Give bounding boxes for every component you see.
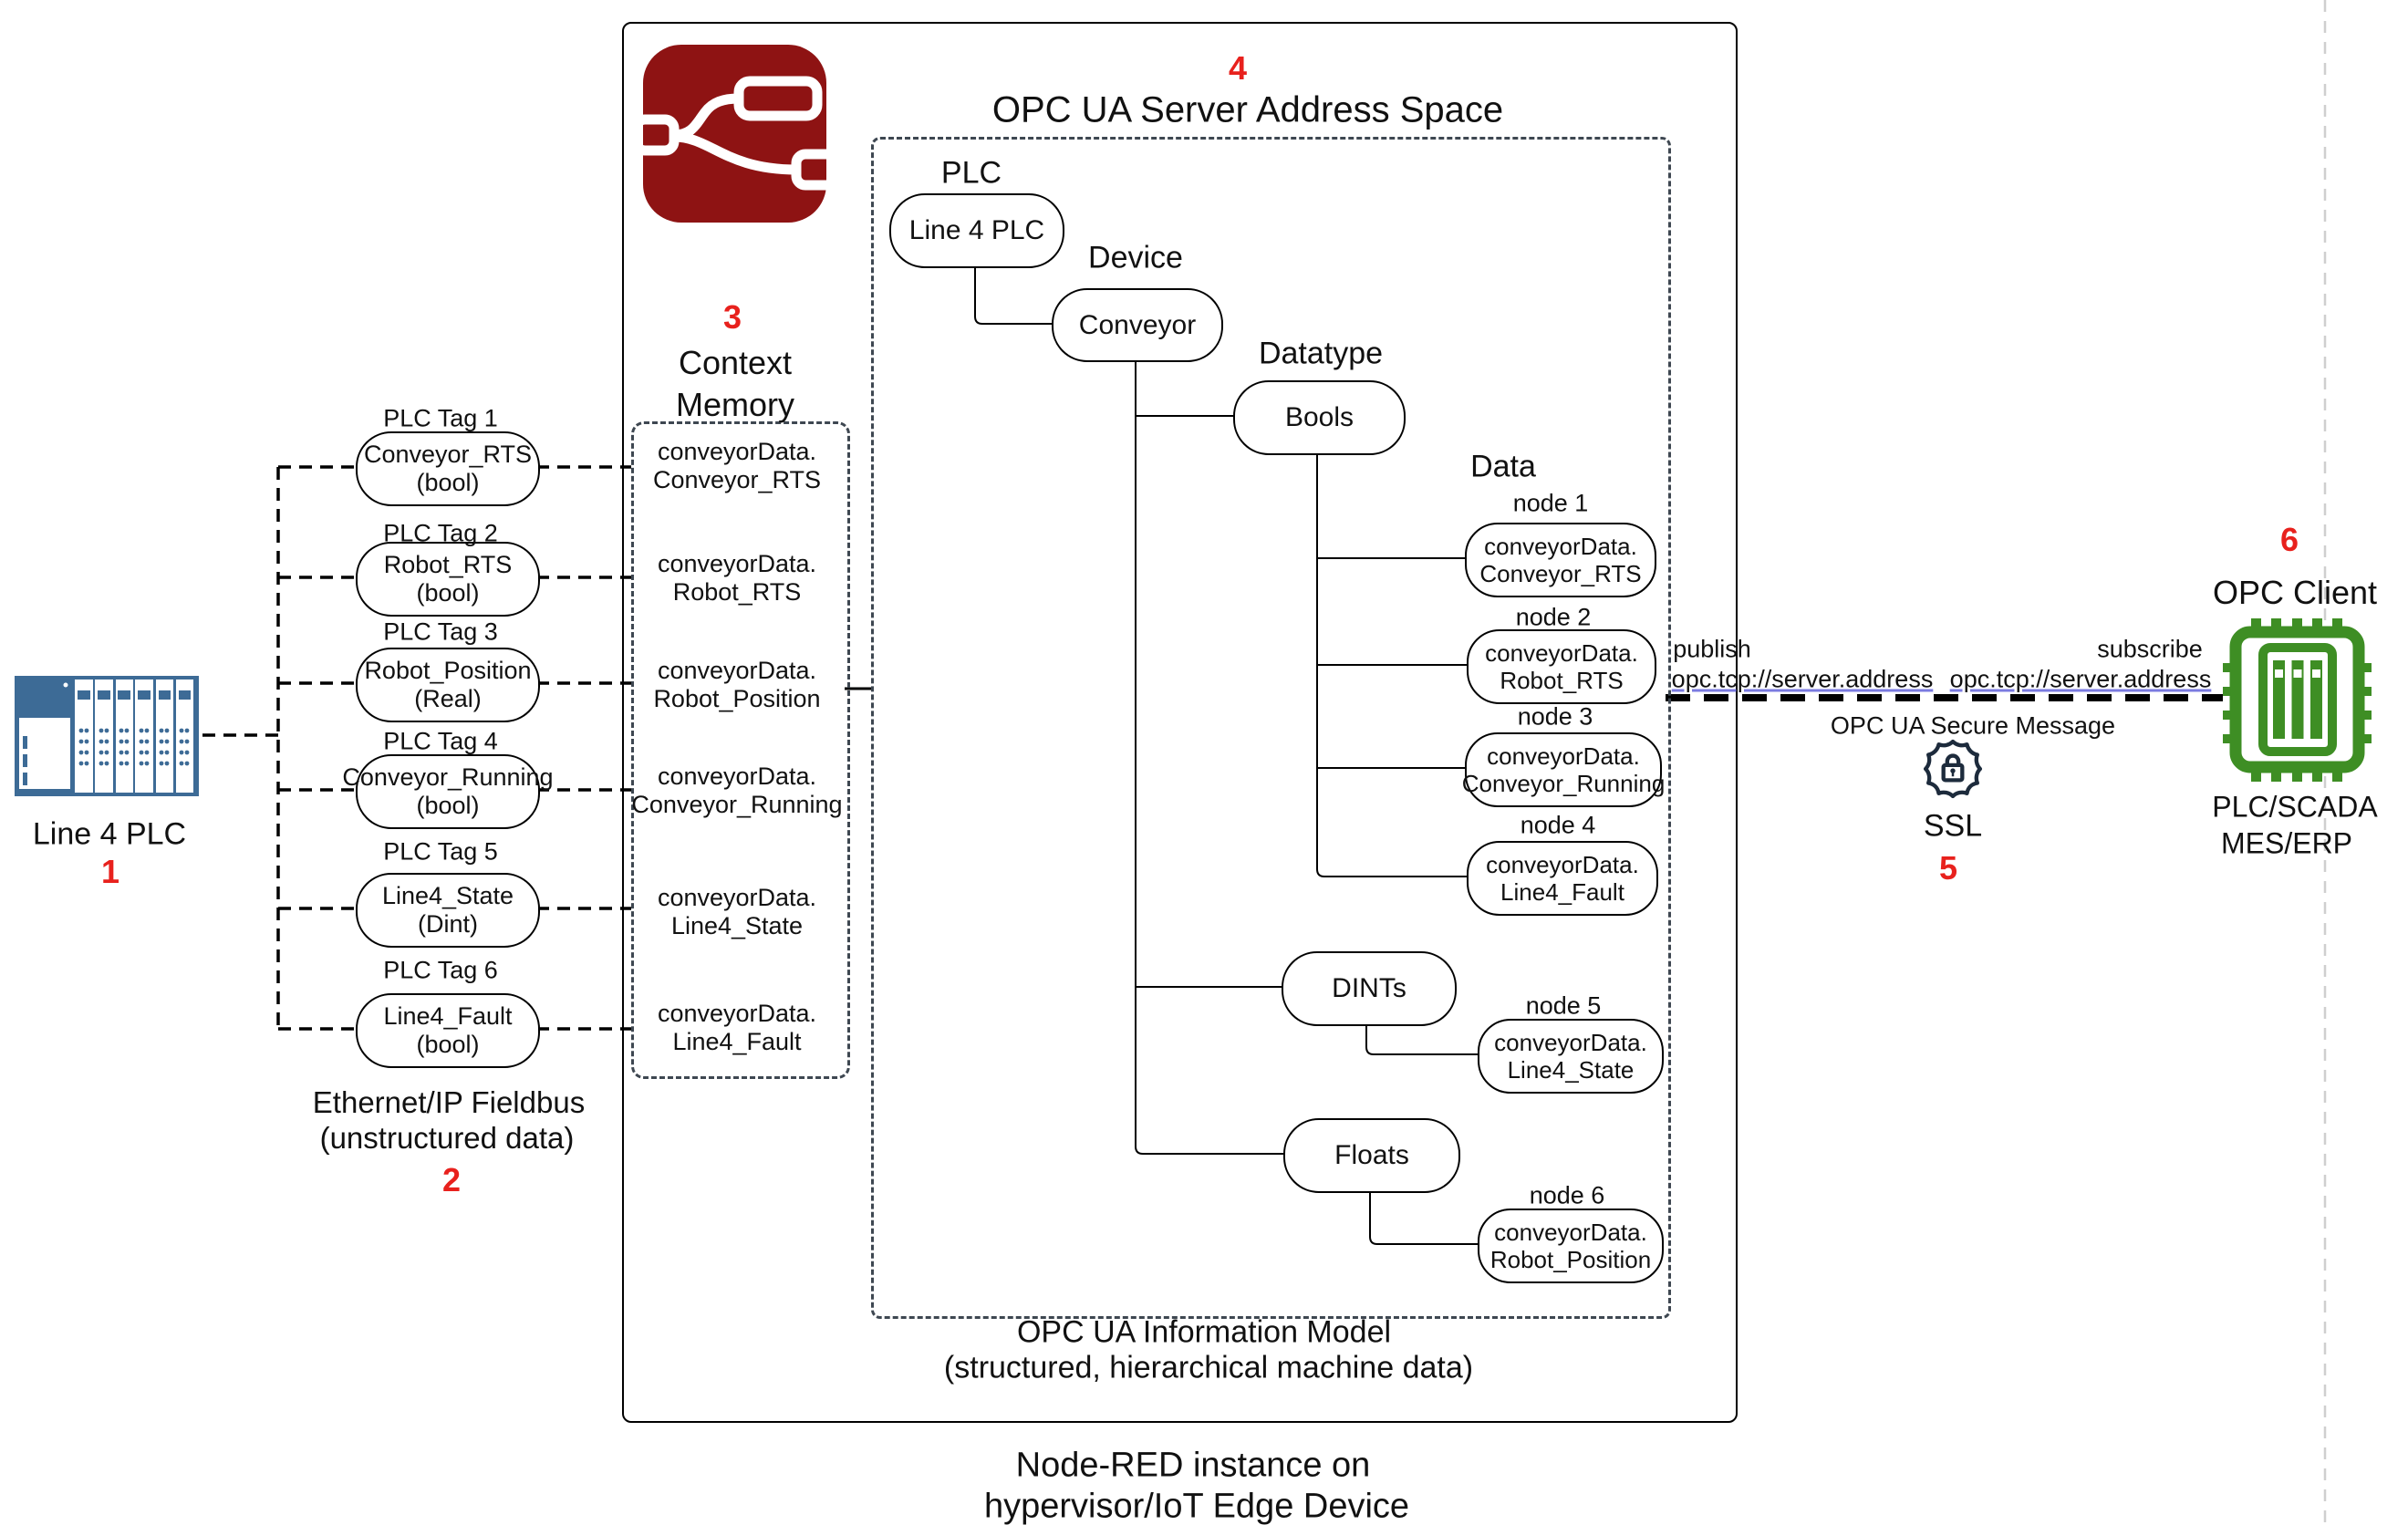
nodered-caption-line2: hypervisor/IoT Edge Device [983, 1487, 1410, 1525]
context-memory-title-line1: Context [678, 344, 793, 381]
opc-client-title: OPC Client [2212, 574, 2378, 611]
publish-endpoint-link[interactable]: opc.tcp://server.address [1671, 665, 1934, 693]
tree-plc-node: Line 4 PLC [889, 193, 1064, 268]
node-3-label: node 3 [1517, 702, 1593, 731]
node-2-label: node 2 [1515, 603, 1592, 631]
node-4-label: node 4 [1520, 811, 1596, 839]
opc-client-chip-icon [2223, 618, 2372, 782]
node-5-pill: conveyorData. Line4_State [1478, 1019, 1664, 1094]
tag-5-pill: Line4_State (Dint) [356, 873, 540, 948]
nodered-caption-line1: Node-RED instance on [1015, 1446, 1371, 1485]
address-space-title: OPC UA Server Address Space [991, 89, 1504, 130]
context-entry-1: conveyorData. Conveyor_RTS [652, 438, 822, 493]
level-label-datatype: Datatype [1258, 336, 1384, 371]
tag-6-pill: Line4_Fault (bool) [356, 993, 540, 1068]
client-caption-line1: PLC/SCADA [2212, 790, 2378, 824]
tree-bools-node: Bools [1233, 380, 1406, 455]
number-3: 3 [722, 298, 742, 336]
tag-4-label: PLC Tag 4 [383, 727, 498, 755]
context-entry-5: conveyorData. Line4_State [657, 884, 817, 939]
ssl-shield-lock-icon [1923, 739, 1983, 799]
tag-5-label: PLC Tag 5 [383, 837, 498, 866]
number-4: 4 [1228, 49, 1248, 87]
number-1: 1 [100, 853, 120, 890]
info-model-line2: (structured, hierarchical machine data) [943, 1350, 1474, 1385]
tag-3-label: PLC Tag 3 [383, 617, 498, 646]
tag-2-label: PLC Tag 2 [383, 519, 498, 547]
node-1-pill: conveyorData. Conveyor_RTS [1465, 523, 1656, 597]
tree-floats-node: Floats [1283, 1118, 1460, 1193]
tag-4-pill: Conveyor_Running (bool) [356, 754, 540, 829]
node-6-label: node 6 [1529, 1181, 1605, 1209]
number-6: 6 [2279, 521, 2299, 558]
plc-hardware-icon [15, 676, 199, 796]
node-1-label: node 1 [1512, 489, 1589, 517]
level-label-device: Device [1088, 240, 1183, 275]
context-entry-4: conveyorData. Conveyor_Running [631, 762, 843, 818]
level-label-plc: PLC [940, 155, 1002, 191]
node-4-pill: conveyorData. Line4_Fault [1467, 841, 1658, 916]
client-caption-line2: MES/ERP [2220, 826, 2353, 860]
tree-device-node: Conveyor [1052, 288, 1223, 362]
context-memory-dashed-box [631, 421, 850, 1079]
tag-1-pill: Conveyor_RTS (bool) [356, 431, 540, 506]
node-red-icon [641, 44, 835, 224]
info-model-line1: OPC UA Information Model [1016, 1314, 1392, 1350]
number-2: 2 [441, 1161, 462, 1198]
number-5: 5 [1938, 849, 1958, 887]
publish-label: publish [1673, 635, 1751, 663]
subscribe-label: subscribe [2097, 635, 2203, 663]
context-entry-2: conveyorData. Robot_RTS [657, 550, 817, 606]
node-6-pill: conveyorData. Robot_Position [1478, 1209, 1664, 1283]
tag-6-label: PLC Tag 6 [383, 956, 498, 984]
plc-station-label: Line 4 PLC [32, 816, 187, 852]
level-label-data: Data [1470, 449, 1536, 484]
tag-2-pill: Robot_RTS (bool) [356, 542, 540, 617]
context-entry-6: conveyorData. Line4_Fault [657, 1000, 817, 1055]
tag-3-pill: Robot_Position (Real) [356, 648, 540, 722]
subscribe-endpoint-link[interactable]: opc.tcp://server.address [1949, 665, 2212, 693]
context-entry-3: conveyorData. Robot_Position [653, 657, 821, 712]
node-2-pill: conveyorData. Robot_RTS [1467, 629, 1656, 704]
fieldbus-label-line2: (unstructured data) [319, 1121, 575, 1155]
ssl-label: SSL [1923, 808, 1983, 844]
tag-1-label: PLC Tag 1 [383, 404, 498, 432]
context-memory-title-line2: Memory [675, 386, 795, 423]
node-3-pill: conveyorData. Conveyor_Running [1465, 732, 1662, 807]
tree-dints-node: DINTs [1282, 951, 1457, 1026]
fieldbus-label-line1: Ethernet/IP Fieldbus [312, 1085, 586, 1119]
node-5-label: node 5 [1525, 991, 1602, 1020]
secure-message-label: OPC UA Secure Message [1830, 711, 2116, 740]
